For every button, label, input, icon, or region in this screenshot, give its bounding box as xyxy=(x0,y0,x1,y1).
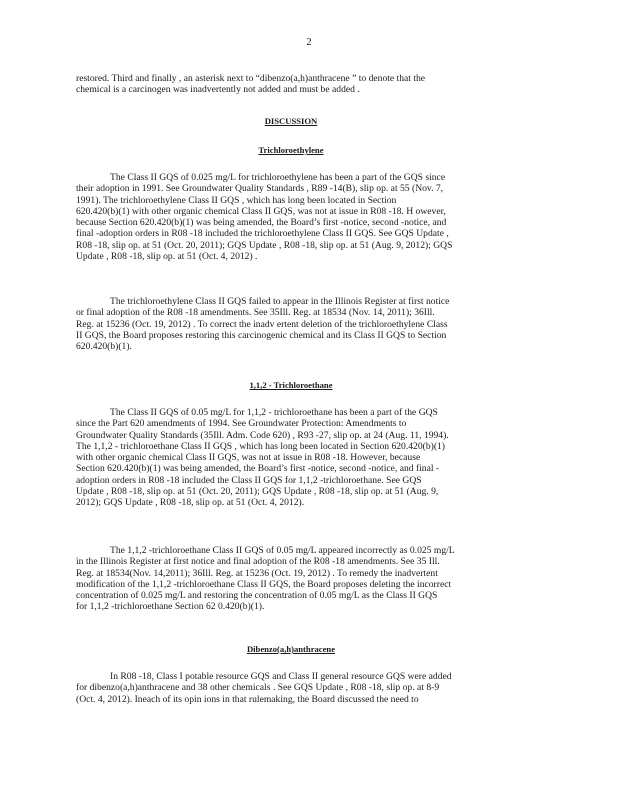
heading-trichloroethane: 1,1,2 - Trichloroethane xyxy=(249,380,333,390)
text-line: 620.420(b)(1). xyxy=(76,341,132,353)
text-line: in the Illinois Register at first notice and final adoption of the R08 -18 amendments. See 35 Ill. xyxy=(76,556,440,568)
text-line: The trichloroethylene Class II GQS failed to appear in the Illinois Register at first notice xyxy=(110,296,450,307)
text-line: because Section 620.420(b)(1) was being amended, the Board’s first -notice, second -notice, and xyxy=(76,217,447,229)
text-line: The 1,1,2 -trichloroethane Class II GQS of 0.05 mg/L appeared incorrectly as 0.025 mg/L xyxy=(110,545,455,556)
heading-dibenzo: Dibenzo(a,h)anthracene xyxy=(246,644,336,654)
heading-discussion: DISCUSSION xyxy=(264,116,318,126)
text-line: Groundwater Quality Standards (35Ill. Adm. Code 620) , R93 -27, slip op. at 24 (Aug. 11, 1994). xyxy=(76,429,449,441)
text-line: since the Part 620 amendments of 1994. See Groundwater Protection: Amendments to xyxy=(76,418,407,430)
text-line: restored. Third and finally , an asterisk next to “dibenzo(a,h)anthracene ” to denote that the xyxy=(76,73,426,84)
text-line: chemical is a carcinogen was inadvertently not added and must be added . xyxy=(76,84,360,96)
page-number: 2 xyxy=(306,37,312,48)
text-line: R08 -18, slip op. at 51 (Oct. 20, 2011); GQS Update , R08 -18, slip op. at 51 (Aug. 9, 2012); GQS xyxy=(76,239,453,251)
text-line: with other organic chemical Class II GQS, was not at issue in R08 -18. However, because xyxy=(76,452,421,464)
text-line: adoption orders in R08 -18 included the Class II GQS for 1,1,2 -trichloroethane. See GQS xyxy=(76,474,422,486)
text-line: Reg. at 18534(Nov. 14,2011); 36Ill. Reg. at 15236 (Oct. 19, 2012) . To remedy the inadvertent xyxy=(76,567,438,579)
text-line: concentration of 0.025 mg/L and restoring the concentration of 0.05 mg/L as the Class II GQS xyxy=(76,590,438,602)
text-line: or final adoption of the R08 -18 amendments. See 35Ill. Reg. at 18534 (Nov. 14, 2011); 36Ill. xyxy=(76,307,435,319)
text-line: for dibenzo(a,h)anthracene and 38 other chemicals . See GQS Update , R08 -18, slip op. at 8-9 xyxy=(76,682,440,694)
text-line: (Oct. 4, 2012). Ineach of its opin ions in that rulemaking, the Board discussed the need to xyxy=(76,693,419,705)
text-line: Section 620.420(b)(1) was being amended, the Board’s first -notice, second -notice, and final - xyxy=(76,463,440,475)
paragraph-tca-2 xyxy=(76,545,506,613)
text-line: modification of the 1,1,2 -trichloroethane Class II GQS, the Board proposes deleting the incorrect xyxy=(76,578,452,590)
text-line: 1991). The trichloroethylene Class II GQS , which has long been located in Section xyxy=(76,194,397,206)
paragraph-tce-2 xyxy=(76,296,506,352)
intro-paragraph xyxy=(76,73,506,96)
text-line: In R08 -18, Class I potable resource GQS and Class II general resource GQS were added xyxy=(110,671,452,682)
heading-trichloroethylene: Trichloroethylene xyxy=(258,145,324,155)
text-line: Update , R08 -18, slip op. at 51 (Oct. 20, 2011); GQS Update , R08 -18, slip op. at 51 (Aug. 9, xyxy=(76,486,439,498)
paragraph-tca-1 xyxy=(76,407,506,509)
paragraph-dibenzo-1 xyxy=(76,671,506,705)
text-line: II GQS, the Board proposes restoring this carcinogenic chemical and its Class II GQS to Section xyxy=(76,329,447,341)
text-line: The Class II GQS of 0.025 mg/L for trichloroethylene has been a part of the GQS since xyxy=(110,172,446,183)
paragraph-tce-1 xyxy=(76,172,506,262)
text-line: 620.420(b)(1) with other organic chemical Class II GQS, was not at issue in R08 -18. H owever, xyxy=(76,205,446,217)
text-line: Update , R08 -18, slip op. at 51 (Oct. 4, 2012) . xyxy=(76,251,258,263)
text-line: their adoption in 1991. See Groundwater Quality Standards , R89 -14(B), slip op. at 55 (Nov. 7, xyxy=(76,183,444,195)
text-line: The 1,1,2 - trichloroethane Class II GQS , which has long been located in Section 620.420(b)(1) xyxy=(76,440,446,452)
text-line: Reg. at 15236 (Oct. 19, 2012) . To correct the inadv ertent deletion of the trichloroethylene Class xyxy=(76,318,448,330)
text-line: The Class II GQS of 0.05 mg/L for 1,1,2 - trichloroethane has been a part of the GQS xyxy=(110,407,438,418)
text-line: for 1,1,2 -trichloroethane Section 62 0.420(b)(1). xyxy=(76,601,265,613)
text-line: 2012); GQS Update , R08 -18, slip op. at 51 (Oct. 4, 2012). xyxy=(76,497,305,509)
text-line: final -adoption orders in R08 -18 included the trichloroethylene Class II GQS. See GQS Update , xyxy=(76,228,449,240)
